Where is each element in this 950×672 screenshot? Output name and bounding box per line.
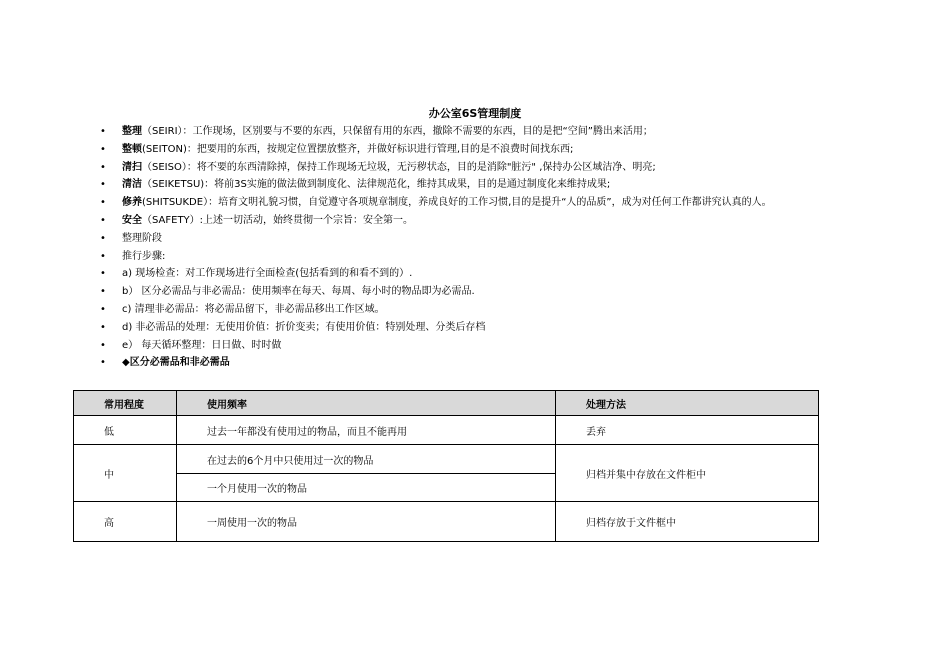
- term: 清洁: [122, 179, 142, 191]
- header-usage-level: 常用程度: [74, 391, 177, 416]
- bullet-list: [100, 123, 870, 372]
- list-item: [100, 194, 862, 212]
- list-item: [100, 265, 870, 283]
- bullet-icon: •: [100, 357, 106, 369]
- item-text: e） 每天循环整理：日日做、时时做: [122, 339, 282, 351]
- frequency-cell: 过去一年都没有使用过的物品，而且不能再用: [177, 416, 556, 445]
- level-cell: 中: [74, 445, 177, 502]
- term: 清扫: [122, 161, 142, 173]
- bullet-icon: •: [100, 339, 106, 351]
- list-item: [100, 301, 870, 319]
- term: 安全: [122, 214, 142, 226]
- frequency-cell: 在过去的6个月中只使用过一次的物品: [177, 445, 556, 474]
- table-row: [74, 502, 819, 542]
- classification-table: [73, 390, 819, 542]
- handling-cell: 丢弃: [556, 416, 819, 445]
- item-text: （SAFETY）:上述一切活动，始终贯彻一个宗旨：安全第一。: [142, 214, 414, 226]
- bullet-icon: •: [100, 214, 106, 226]
- bullet-icon: •: [100, 143, 106, 155]
- bullet-icon: •: [100, 321, 106, 333]
- document-title: 办公室6S管理制度: [428, 107, 522, 120]
- bullet-icon: •: [100, 179, 106, 191]
- list-item: [100, 337, 870, 355]
- item-text: （SEIKETSU)：将前3S实施的做法做到制度化、法律规范化，维持其成果，目的是通过制度化来维持成果;: [142, 179, 611, 191]
- bullet-icon: •: [100, 232, 106, 244]
- bullet-icon: •: [100, 286, 106, 298]
- list-item: [100, 123, 870, 141]
- list-item: [100, 230, 870, 248]
- item-text: b） 区分必需品与非必需品：使用频率在每天、每周、每小时的物品即为必需品.: [122, 286, 475, 298]
- bullet-icon: •: [100, 250, 106, 262]
- term: 修养: [122, 197, 142, 209]
- frequency-cell: 一个月使用一次的物品: [177, 474, 556, 502]
- item-text: (SHITSUKDE）：培育文明礼貌习惯，自觉遵守各项规章制度，养成良好的工作习惯,目的是提升“人的品质”，成为对任何工作都讲究认真的人。: [142, 197, 772, 209]
- item-text: c) 清理非必需品：将必需品留下，非必需品移出工作区域。: [122, 303, 385, 315]
- item-text: a) 现场检查：对工作现场进行全面检查(包括看到的和看不到的）.: [122, 268, 413, 280]
- bullet-icon: •: [100, 268, 106, 280]
- list-item: [100, 212, 870, 230]
- frequency-cell: 一周使用一次的物品: [177, 502, 556, 542]
- list-item: [100, 319, 870, 337]
- item-text: 推行步骤:: [122, 250, 166, 262]
- level-cell: 高: [74, 502, 177, 542]
- list-item: [100, 283, 870, 301]
- bullet-icon: •: [100, 197, 106, 209]
- item-text: d) 非必需品的处理：无使用价值：折价变卖；有使用价值：特别处理、分类后存档: [122, 321, 486, 333]
- list-item: [100, 176, 870, 194]
- bullet-icon: •: [100, 161, 106, 173]
- term: 整理: [122, 126, 142, 137]
- section-heading: ◆区分必需品和非必需品: [122, 357, 230, 369]
- header-frequency: 使用频率: [177, 391, 556, 416]
- bullet-icon: •: [100, 126, 106, 137]
- term: 整顿: [122, 143, 142, 155]
- table-row: [74, 445, 819, 474]
- list-item: [100, 159, 870, 177]
- list-item: [100, 141, 870, 159]
- level-cell: 低: [74, 416, 177, 445]
- item-text: (SEITON)：把要用的东西，按规定位置摆放整齐，并做好标识进行管理,目的是不浪费时间找东西;: [142, 143, 574, 155]
- list-item: [100, 354, 870, 372]
- bullet-icon: •: [100, 303, 106, 315]
- table-row: [74, 416, 819, 445]
- item-text: （SEISO）：将不要的东西清除掉，保持工作现场无垃圾，无污秽状态，目的是消除"脏污" ,保持办公区域洁净、明亮;: [142, 161, 656, 173]
- table-header-row: [74, 391, 819, 416]
- item-text: （SEIRI）：工作现场，区别要与不要的东西，只保留有用的东西，撤除不需要的东西，目的是把“空间”腾出来活用；: [142, 126, 653, 137]
- handling-cell: 归档存放于文件框中: [556, 502, 819, 542]
- list-item: [100, 248, 870, 266]
- item-text: 整理阶段: [122, 232, 162, 244]
- handling-cell: 归档并集中存放在文件柜中: [556, 445, 819, 502]
- header-handling: 处理方法: [556, 391, 819, 416]
